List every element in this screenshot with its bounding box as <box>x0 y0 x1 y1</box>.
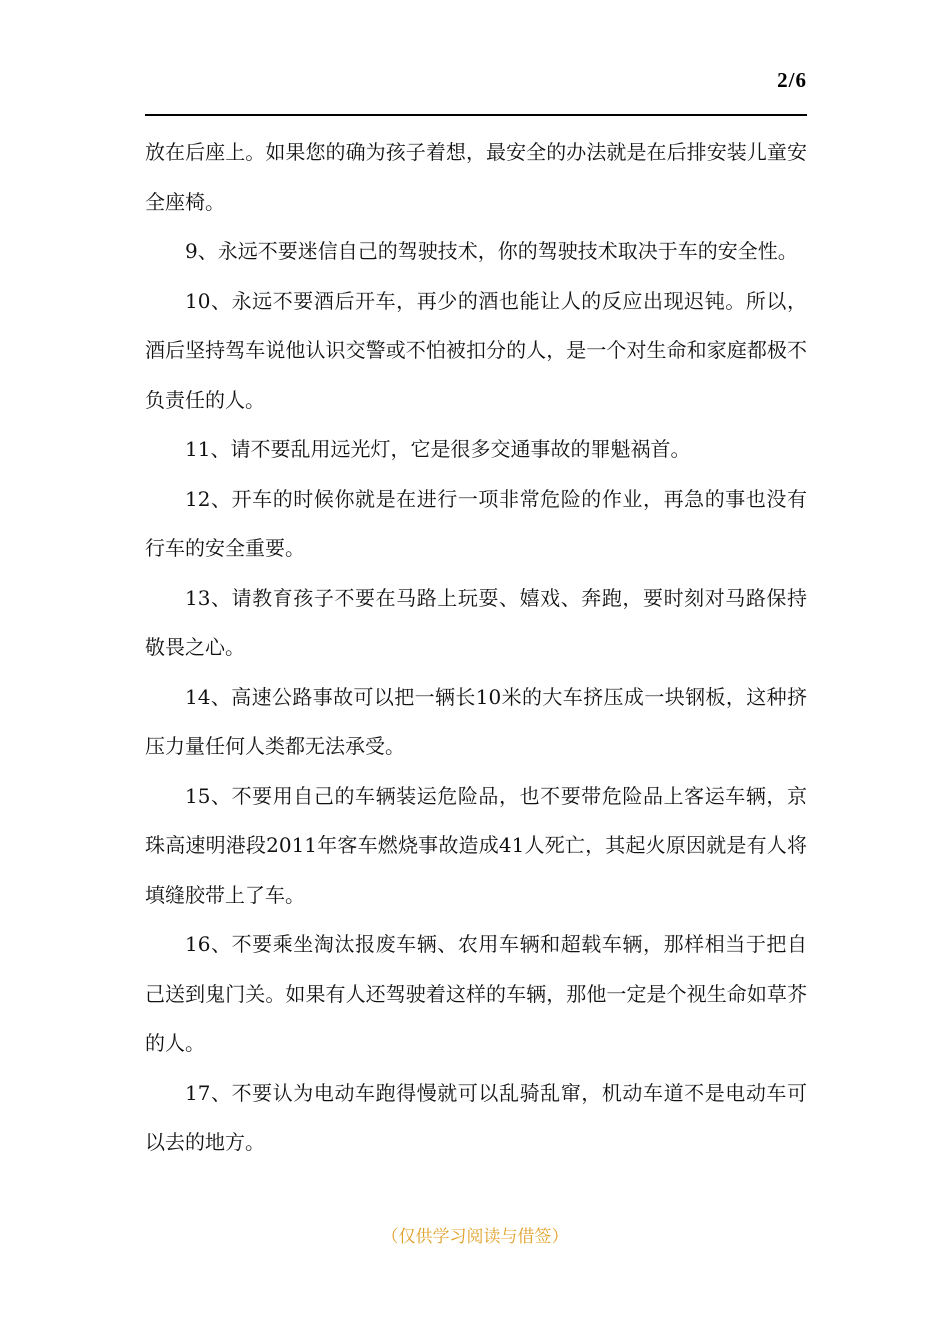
paragraph: 放在后座上。如果您的确为孩子着想，最安全的办法就是在后排安装儿童安全座椅。 <box>145 140 807 214</box>
paragraph: 10、永远不要酒后开车，再少的酒也能让人的反应出现迟钝。所以，酒后坚持驾车说他认识交警或不怕被扣分的人，是一个对生命和家庭都极不负责任的人。 <box>145 288 807 412</box>
paragraph: 15、不要用自己的车辆装运危险品，也不要带危险品上客运车辆，京珠高速明港段2011年客车燃烧事故造成41人死亡，其起火原因就是有人将填缝胶带上了车。 <box>145 783 807 907</box>
paragraph: 9、永远不要迷信自己的驾驶技术，你的驾驶技术取决于车的安全性。 <box>185 239 798 263</box>
paragraph: 12、开车的时候你就是在进行一项非常危险的作业，再急的事也没有行车的安全重要。 <box>145 486 807 560</box>
page-number: 2/6 <box>777 68 807 92</box>
document-body <box>145 128 807 1168</box>
header-divider <box>145 114 807 116</box>
footer-note: （仅供学习阅读与借签） <box>381 1227 569 1247</box>
paragraph: 11、请不要乱用远光灯，它是很多交通事故的罪魁祸首。 <box>185 437 691 461</box>
paragraph: 16、不要乘坐淘汰报废车辆、农用车辆和超载车辆，那样相当于把自己送到鬼门关。如果有人还驾驶着这样的车辆，那他一定是个视生命如草芥的人。 <box>145 932 807 1055</box>
paragraph: 13、请教育孩子不要在马路上玩耍、嬉戏、奔跑，要时刻对马路保持敬畏之心。 <box>145 585 807 659</box>
paragraph: 14、高速公路事故可以把一辆长10米的大车挤压成一块钢板，这种挤压力量任何人类都无法承受。 <box>145 684 807 758</box>
paragraph: 17、不要认为电动车跑得慢就可以乱骑乱窜，机动车道不是电动车可以去的地方。 <box>145 1080 807 1154</box>
